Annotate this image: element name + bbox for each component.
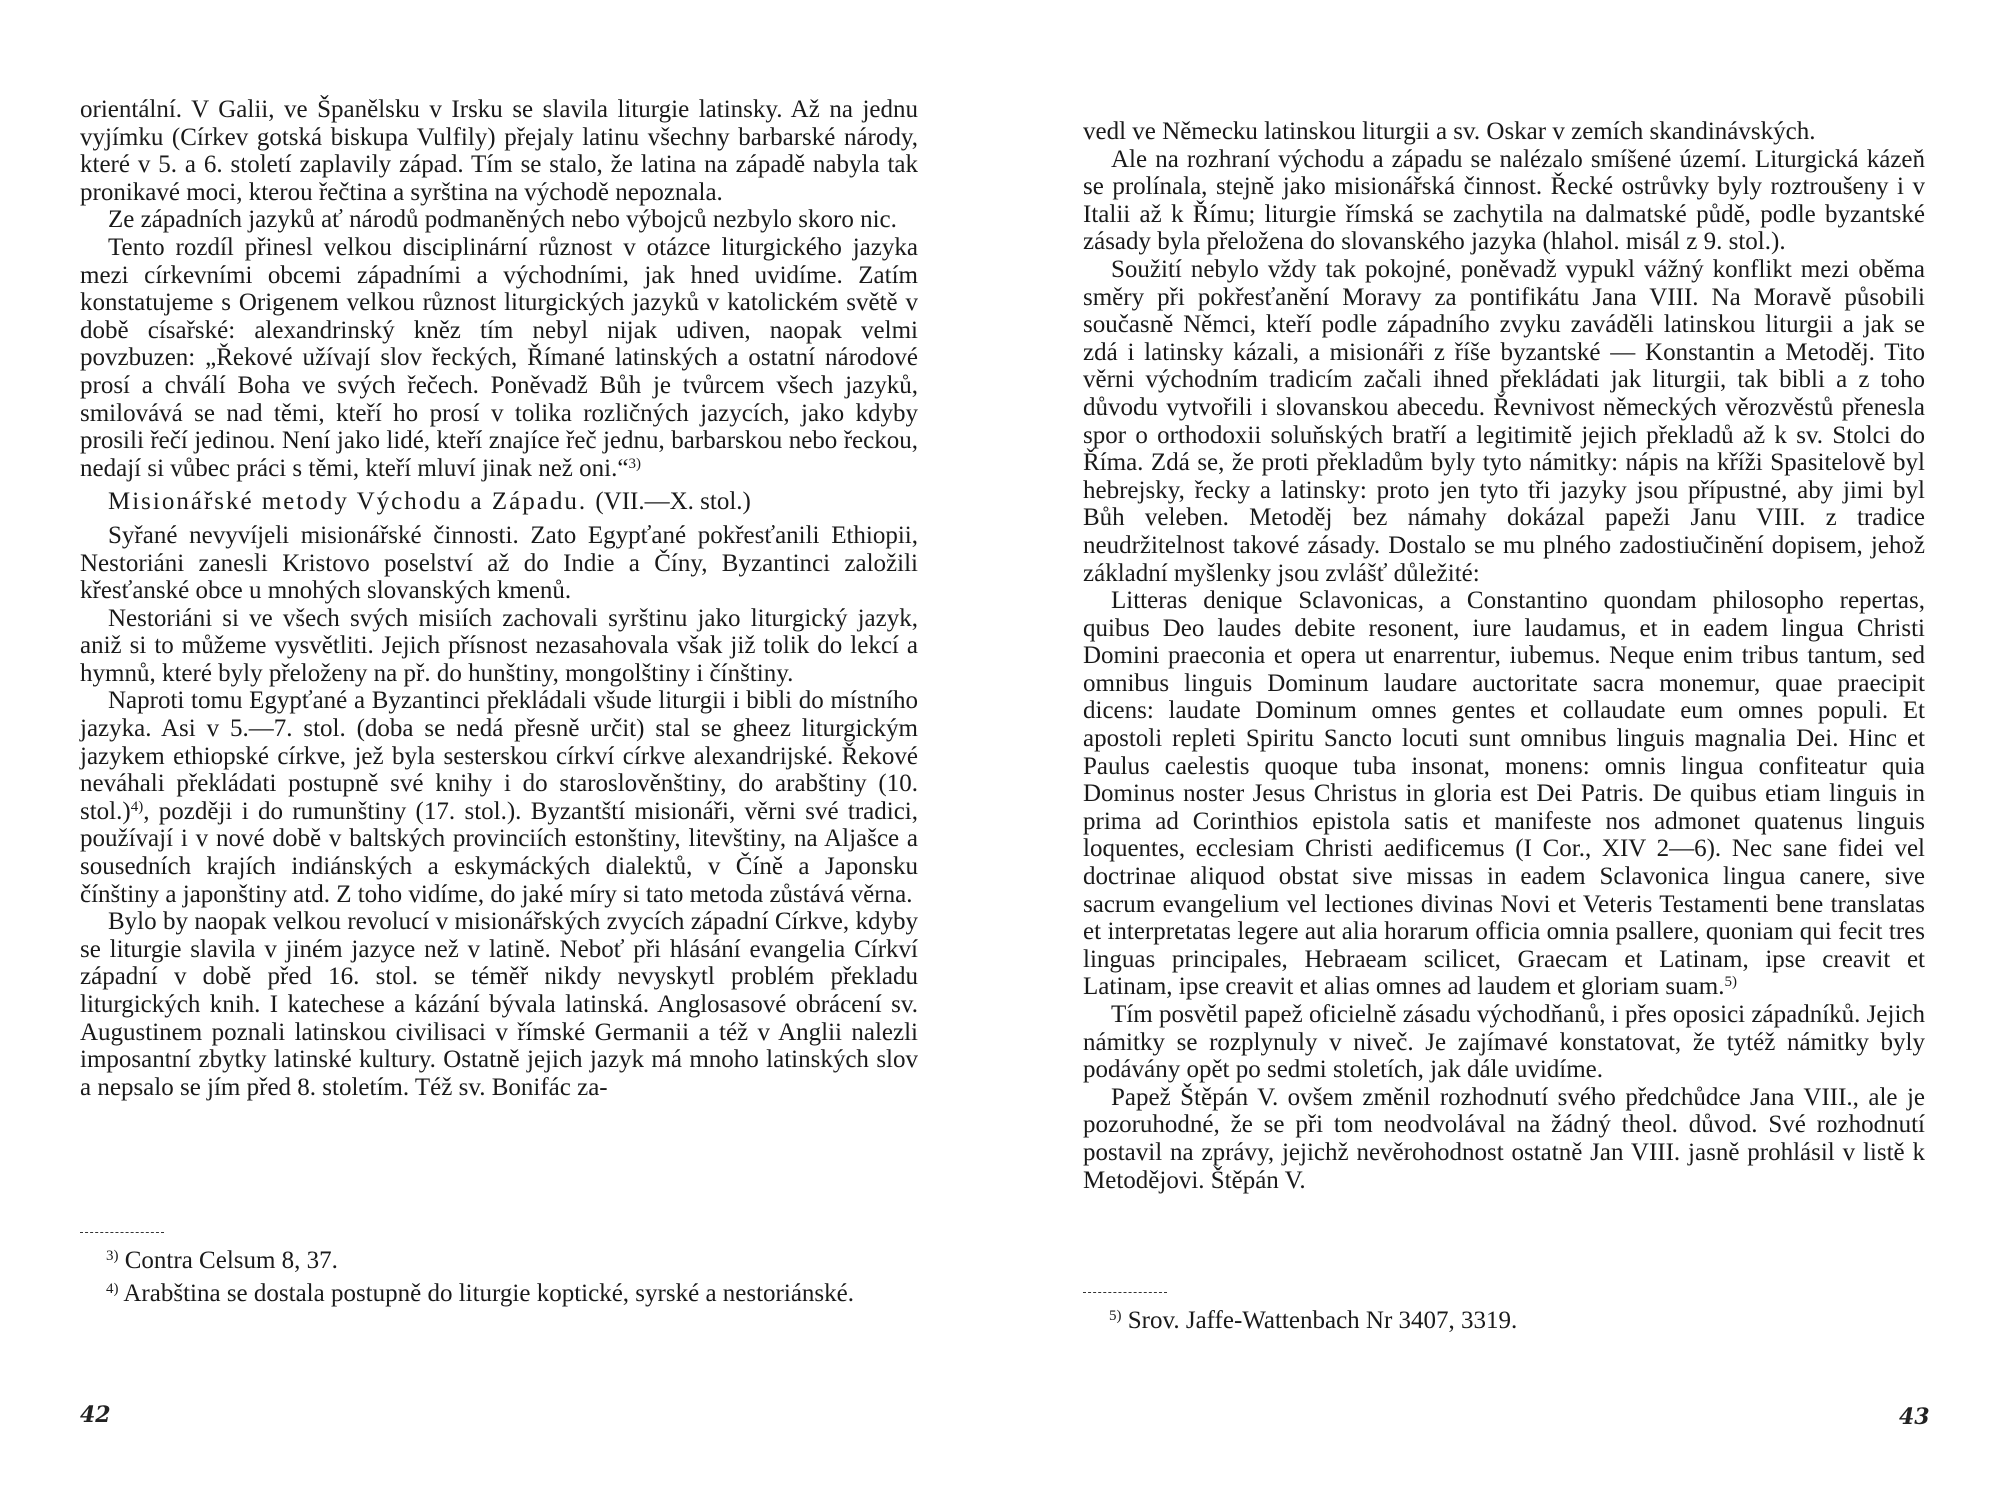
paragraph: Ale na rozhraní východu a západu se nalézalo smíšené území. Liturgická kázeň se prolínala, stejně jako misionářská činnost. Řecké ostrůvky byly roztroušeny i v Italii až k Římu; liturgie římská se zachytila na dalmatské půdě, podle byzantské zásady byla přeložena do slovanského jazyka (hlahol. misál z 9. stol.).	[1083, 145, 1925, 256]
paragraph	[80, 687, 918, 908]
paragraph: Soužití nebylo vždy tak pokojné, poněvadž vypukl vážný konflikt mezi oběma směry při pokřesťanění Moravy za pontifikátu Jana VIII. Na Moravě působili současně Němci, kteří podle západního zvyku zaváděli latinskou liturgii a jak se zdá i latinsky kázali, a misionáři z říše byzantské — Konstantin a Metoděj. Tito věrni východním tradicím začali ihned překládati jak liturgii, tak bibli a z toho důvodu vytvořili i slovanskou abecedu. Řevnivost německých věrozvěstů přenesla spor o orthodoxii soluňských bratří a legitimitě jejich překladů až k sv. Stolci do Říma. Zdá se, že proti překladům byly tyto námitky: nápis na kříži Spasitelově byl hebrejsky, řecky a latinsky: proto jen tyto tři jazyky jsou přípustné, aby jimi byl Bůh veleben. Metoděj bez námahy dokázal papeži Janu VIII. z tradice neudržitelnost takové zásady. Dostalo se mu plného zadostiučinění dopisem, jehož základní myšlenky jsou zvlášť důležité:	[1083, 255, 1925, 587]
paragraph: Ze západních jazyků ať národů podmaněných nebo výbojců nezbylo skoro nic.	[108, 206, 897, 234]
paragraph: Syřané nevyvíjeli misionářské činnosti. Zato Egypťané pokřesťanili Ethiopii, Nestoriáni zanesli Kristovo poselství až do Indie a Číny, Byzantinci založili křesťanské obce u mnohých slovanských kmenů.	[80, 521, 918, 605]
paragraph: Papež Štěpán V. ovšem změnil rozhodnutí svého předchůdce Jana VIII., ale je pozoruhodné, že se při tom neodvolával na žádný theol. důvod. Své rozhodnutí postavil na zprávy, jejichž nevěrohodnost ostatně Jan VIII. jasně prohlásil v listě k Metodějovi. Štěpán V.	[1083, 1083, 1925, 1194]
left-page-body	[80, 96, 918, 1101]
footnote-ref-3: 3)	[628, 455, 641, 472]
page-number: 43	[1899, 1404, 1930, 1430]
paragraph-text: Tento rozdíl přinesl velkou disciplinární různost v otázce liturgického jazyka mezi církevními obcemi západními a východními, jak hned uvidíme. Zatím konstatujeme s Origenem velkou různost liturgických jazyků v katolickém světě v době císařské: alexandrinský kněz tím nebyl nijak udiven, naopak velmi povzbuzen: „Řekové užívají slov řeckých, Římané latinských a ostatní národové prosí a chválí Boha ve svých řečech. Poněvadž Bůh je tvůrcem všech jazyků, smilovává se nad těmi, kteří ho prosí v tolika rozličných jazycích, jako kdyby prosili řečí jedinou. Není jako lidé, kteří znajíce řeč jednu, barbarskou nebo řeckou, nedají si vůbec práci s těmi, kteří mluví jinak než oni.“	[80, 233, 918, 482]
section-heading-period: (VII.—X. stol.)	[595, 488, 751, 516]
footnotes	[78, 1232, 916, 1313]
right-page	[995, 0, 1990, 1500]
section-heading-title: Misionářské metody Východu a Západu.	[108, 488, 588, 516]
footnote-ref-4: 4)	[130, 798, 144, 815]
paragraph-text: Naproti tomu Egypťané a Byzantinci překládali všude liturgii i bibli do místního jazyka. Asi v 5.—7. stol. (doba se nedá přesně určit) stal se gheez liturgickým jazykem ethiopské církve, jež byla sesterskou církví církve alexandrijské. Řekové neváhali překládati postupně své knihy i do staroslověnštiny, do arabštiny (10. stol.)	[80, 687, 918, 825]
footnote-text: Contra Celsum 8, 37.	[118, 1247, 338, 1274]
footnote	[1081, 1307, 1921, 1334]
right-page-body	[1083, 118, 1925, 1194]
footnote-divider	[1083, 1292, 1167, 1293]
footnote-ref-5: 5)	[1724, 974, 1737, 991]
paragraph: Nestoriáni si ve všech svých misiích zachovali syrštinu jako liturgický jazyk, aniž si to můžeme vysvětliti. Jejich přísnost nezasahovala však již tolik do lekcí a hymnů, které byly přeloženy na př. do hunštiny, mongolštiny i čínštiny.	[80, 604, 918, 687]
section-heading	[80, 488, 918, 516]
page-number: 42	[80, 1402, 111, 1428]
paragraph	[80, 234, 918, 482]
paragraph-text: , později i do rumunštiny (17. stol.). Byzantští misionáři, věrni své tradici, používají i v nové době v baltských provinciích estonštiny, litevštiny, na Aljašce a sousedních krajích indiánských a eskymáckých dialektů, v Číně a Japonsku čínštiny a japonštiny atd. Z toho vidíme, do jaké míry si tato metoda zůstává věrna.	[80, 797, 918, 908]
paragraph: vedl ve Německu latinskou liturgii a sv. Oskar v zemích skandinávských.	[1083, 118, 1816, 145]
paragraph: orientální. V Galii, ve Španělsku v Irsku se slavila liturgie latinsky. Až na jednu vyjímku (Církev gotská biskupa Vulfily) přejaly latinu všechny barbarské národy, které v 5. a 6. století zaplavily západ. Tím se stalo, že latina na západě nabyla tak pronikavé moci, kterou řečtina a syrština na východě nepoznala.	[80, 96, 918, 206]
footnote	[78, 1247, 916, 1274]
paragraph: Bylo by naopak velkou revolucí v misionářských zvycích západní Církve, kdyby se liturgie slavila v jiném jazyce než v latině. Neboť při hlásání evangelia Církví západní v době před 16. stol. se téměř nikdy nevyskytl problém překladu liturgických knih. I katechese a kázání bývala latinská. Anglosasové obrácení sv. Augustinem poznali latinskou civilisaci v římské Germanii a též v Anglii nalezli imposantní zbytky latinské kultury. Ostatně jejich jazyk má mnoho latinských slov a nepsalo se jím před 8. stoletím. Též sv. Bonifác za-	[80, 908, 918, 1101]
footnote-marker: 3)	[106, 1248, 119, 1264]
latin-quotation	[1083, 587, 1925, 1001]
footnote-marker: 4)	[106, 1281, 119, 1297]
footnote-text: Srov. Jaffe-Wattenbach Nr 3407, 3319.	[1121, 1307, 1518, 1334]
footnote-marker: 5)	[1109, 1308, 1122, 1324]
footnote	[78, 1280, 916, 1307]
paragraph: Tím posvětil papež oficielně zásadu východňanů, i přes oposici západníků. Jejich námitky se rozplynuly v niveč. Je zajímavé konstatovat, že tytéž námitky byly podávány opět po sedmi stoletích, jak dále uvidíme.	[1083, 1001, 1925, 1084]
footnote-divider	[80, 1232, 164, 1233]
footnote-text: Arabština se dostala postupně do liturgie koptické, syrské a nestoriánské.	[118, 1280, 854, 1307]
footnotes	[1081, 1292, 1921, 1340]
quotation-text: Litteras denique Sclavonicas, a Constantino quondam philosopho repertas, quibus Deo laudes debite resonent, iure laudamus, et in eadem lingua Christi Domini praeconia et opera ut enarrentur, iubemus. Neque enim tribus tantum, sed omnibus linguis Dominum laudare auctoritate sacra monemur, quae praecipit dicens: laudate Dominum omnes gentes et collaudate eum omnes populi. Et apostoli repleti Spiritu Sancto locuti sunt omnibus linguis magnalia Dei. Hinc et Paulus caelestis quoque tuba insonat, monens: omnis lingua confiteatur quia Dominus noster Jesus Christus in gloria est Dei Patris. De quibus etiam linguis in prima ad Corinthios epistola satis et manifeste nos admonet quatenus linguis loquentes, ecclesiam Christi aedificemus (I Cor., XIV 2—6). Nec sane fidei vel doctrinae aliquod obstat sive missas in eadem Sclavonica lingua canere, sive sacrum evangelium vel lectiones divinas Novi et Veteris Testamenti bene translatas et interpretatas legere aut alia horarum officia omnia psallere, quoniam qui fecit tres linguas principales, Hebraeam scilicet, Graecam et Latinam, ipse creavit et Latinam, ipse creavit et alias omnes ad laudem et gloriam suam.	[1083, 587, 1925, 1001]
